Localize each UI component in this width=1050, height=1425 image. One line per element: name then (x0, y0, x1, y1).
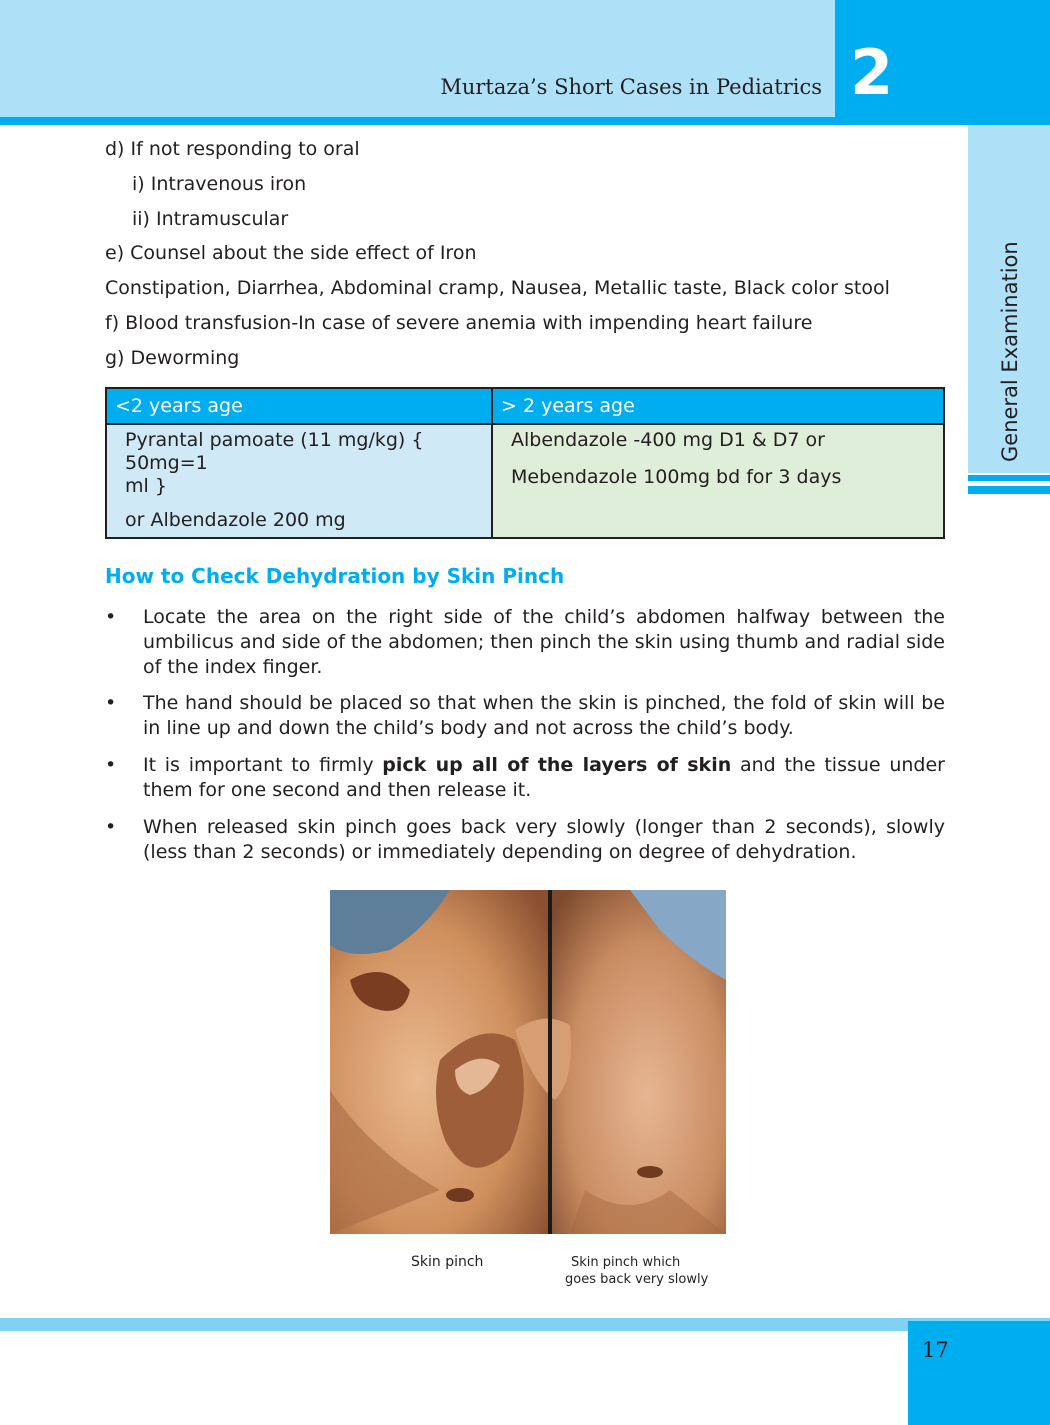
header-band (0, 0, 835, 117)
bullet-text (143, 753, 945, 803)
footer-rule (0, 1323, 1050, 1331)
text-line: e) Counsel about the side effect of Iron (105, 242, 477, 264)
bullet-text: When released skin pinch goes back very slowly (longer than 2 seconds), slowly (less than 2 seconds) or immediately depending on degree of dehydration. (143, 816, 945, 863)
skin-pinch-photo (330, 890, 726, 1234)
list-item (105, 815, 945, 865)
cell-line: or Albendazole 200 mg (125, 509, 346, 531)
table-header-row (106, 388, 944, 424)
side-tab-rule (968, 486, 1050, 494)
caption-right-line2: goes back very slowly (565, 1272, 709, 1287)
side-tab-label: General Examination (998, 241, 1022, 462)
cell-line: Albendazole -400 mg D1 & D7 or (511, 429, 825, 451)
bullet-text-bold: pick up all of the layers of skin (382, 754, 732, 776)
table-cell-under-2 (106, 424, 492, 538)
list-item (105, 691, 945, 741)
table-header-over-2: > 2 years age (492, 388, 944, 424)
bullet-text-part: and the tissue under them for one second and then release it. (143, 754, 945, 801)
bullet-symbol: • (105, 692, 117, 714)
bullet-symbol: • (105, 606, 117, 628)
cell-line: Pyrantal pamoate (11 mg/kg) { 50mg=1 (125, 429, 424, 474)
caption-right-line1: Skin pinch which (571, 1255, 681, 1270)
table-cell-over-2 (492, 424, 944, 538)
book-title: Murtaza’s Short Cases in Pediatrics (440, 75, 822, 99)
caption-left: Skin pinch (411, 1254, 484, 1270)
text-line: g) Deworming (105, 347, 240, 369)
side-tab-rule (968, 475, 1050, 481)
skin-pinch-photo-illustration (330, 890, 726, 1234)
bullet-symbol: • (105, 754, 117, 776)
bullet-text: Locate the area on the right side of the child’s abdomen halfway between the umbilicus and side of the abdomen; then pinch the skin using thumb and radial side of the index finger. (143, 606, 945, 678)
section-heading: How to Check Dehydration by Skin Pinch (105, 564, 565, 588)
chapter-number: 2 (850, 36, 894, 109)
cell-line: Mebendazole 100mg bd for 3 days (511, 466, 842, 488)
table-header-under-2: <2 years age (106, 388, 492, 424)
table-row (106, 424, 944, 538)
bullet-text: The hand should be placed so that when the skin is pinched, the fold of skin will be in line up and down the child’s body and not across the child’s body. (143, 692, 945, 739)
list-item (105, 605, 945, 680)
text-line: d) If not responding to oral (105, 138, 360, 160)
bullet-text-part: It is important to firmly (143, 754, 383, 776)
list-item (105, 753, 945, 803)
deworming-table (105, 387, 945, 539)
page-number-box (908, 1321, 1050, 1425)
page-number: 17 (922, 1338, 949, 1362)
bullet-symbol: • (105, 816, 117, 838)
text-line: Constipation, Diarrhea, Abdominal cramp, Nausea, Metallic taste, Black color stool (105, 277, 890, 299)
text-line: ii) Intramuscular (132, 208, 289, 230)
text-line: i) Intravenous iron (132, 173, 307, 195)
cell-line: ml } (125, 475, 167, 497)
text-line: f) Blood transfusion-In case of severe anemia with impending heart failure (105, 312, 813, 334)
